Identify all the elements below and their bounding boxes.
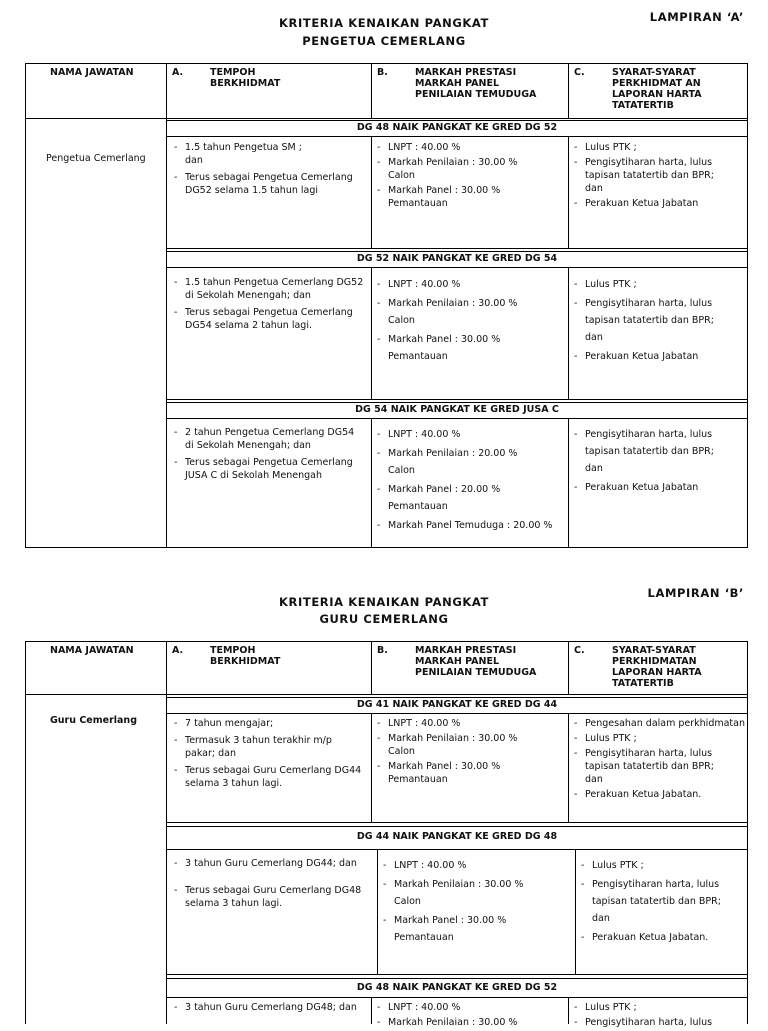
lampiran-b-label: LAMPIRAN ‘B’ bbox=[647, 586, 744, 600]
list-item: - 1.5 tahun Pengetua SM ; dan bbox=[172, 141, 364, 167]
list-item: - Lulus PTK ; bbox=[572, 276, 746, 293]
tempoh-cell bbox=[172, 1001, 364, 1018]
section-a-title: KRITERIA KENAIKAN PANGKAT bbox=[279, 16, 489, 30]
band-title: DG 44 NAIK PANGKAT KE GRED DG 48 bbox=[356, 831, 558, 842]
syarat-cell bbox=[572, 1001, 746, 1031]
list-item: - Pengisytiharan harta, lulus tapisan tatatertib dan BPR; dan bbox=[572, 295, 746, 346]
list-item: - Pengisytiharan harta, lulus tapisan tatatertib dan BPR; dan bbox=[572, 156, 746, 195]
syarat-cell bbox=[572, 717, 746, 803]
list-item: - Pengisytiharan harta, lulus tapisan tatatertib dan BPR; dan bbox=[572, 426, 746, 477]
list-item: - LNPT : 40.00 % bbox=[375, 426, 565, 443]
band-title: DG 52 NAIK PANGKAT KE GRED DG 54 bbox=[356, 253, 558, 264]
list-item: - Pengisytiharan harta, lulus bbox=[572, 1016, 746, 1029]
section-b-title: KRITERIA KENAIKAN PANGKAT bbox=[279, 595, 489, 609]
tempoh-cell bbox=[172, 717, 364, 794]
list-item: - Terus sebagai Pengetua Cemerlang DG52 selama 1.5 tahun lagi bbox=[172, 171, 364, 197]
list-item: - Markah Penilaian : 30.00 % Calon bbox=[381, 876, 571, 910]
list-item: - Perakuan Ketua Jabatan bbox=[572, 348, 746, 365]
band-title: DG 41 NAIK PANGKAT KE GRED DG 44 bbox=[356, 699, 558, 710]
band-title: DG 48 NAIK PANGKAT KE GRED DG 52 bbox=[356, 982, 558, 993]
list-item: - Markah Penilaian : 20.00 % Calon bbox=[375, 445, 565, 479]
header-syarat: C. SYARAT-SYARAT PERKHIDMATAN LAPORAN HARTA TATATERTIB bbox=[574, 645, 702, 689]
markah-cell bbox=[375, 141, 565, 212]
list-item: - Lulus PTK ; bbox=[579, 857, 745, 874]
list-item: - Lulus PTK ; bbox=[572, 141, 746, 154]
list-item: - Lulus PTK ; bbox=[572, 732, 746, 745]
list-item: - Termasuk 3 tahun terakhir m/p pakar; dan bbox=[172, 734, 364, 760]
section-b-subtitle: GURU CEMERLANG bbox=[319, 612, 449, 626]
list-item: - LNPT : 40.00 % bbox=[375, 276, 565, 293]
list-item: - LNPT : 40.00 % bbox=[381, 857, 571, 874]
list-item: - Markah Panel : 30.00 % Pemantauan bbox=[375, 760, 565, 786]
markah-cell bbox=[381, 857, 571, 948]
list-item: - Markah Panel Temuduga : 20.00 % bbox=[375, 517, 565, 534]
list-item: - Markah Panel : 30.00 % Pemantauan bbox=[381, 912, 571, 946]
header-syarat: C. SYARAT-SYARAT PERKHIDMAT AN LAPORAN HARTA TATATERTIB bbox=[574, 67, 702, 111]
list-item: - 1.5 tahun Pengetua Cemerlang DG52 di Sekolah Menengah; dan bbox=[172, 276, 364, 302]
list-item: - Markah Panel : 30.00 % Pemantauan bbox=[375, 184, 565, 210]
header-markah: B. MARKAH PRESTASI MARKAH PANEL PENILAIAN TEMUDUGA bbox=[377, 67, 537, 100]
list-item: - Lulus PTK ; bbox=[572, 1001, 746, 1014]
header-tempoh: A. TEMPOH BERKHIDMAT bbox=[172, 67, 281, 89]
list-item: - Markah Penilaian : 30.00 % Calon bbox=[375, 295, 565, 329]
lampiran-a-label: LAMPIRAN ‘A’ bbox=[649, 10, 744, 24]
tempoh-cell bbox=[172, 426, 364, 486]
list-item: - Perakuan Ketua Jabatan. bbox=[579, 929, 745, 946]
syarat-cell bbox=[572, 426, 746, 498]
list-item: - Pengisytiharan harta, lulus tapisan tatatertib dan BPR; dan bbox=[572, 747, 746, 786]
list-item: - Pengisytiharan harta, lulus tapisan tatatertib dan BPR; dan bbox=[579, 876, 745, 927]
markah-cell bbox=[375, 276, 565, 367]
list-item: - Markah Panel : 20.00 % Pemantauan bbox=[375, 481, 565, 515]
list-item: - Terus sebagai Guru Cemerlang DG48 selama 3 tahun lagi. bbox=[172, 884, 372, 910]
list-item: - LNPT : 40.00 % bbox=[375, 1001, 565, 1014]
tempoh-cell bbox=[172, 141, 364, 201]
list-item: - Terus sebagai Pengetua Cemerlang DG54 selama 2 tahun lagi. bbox=[172, 306, 364, 332]
list-item: - Markah Penilaian : 30.00 % bbox=[375, 1016, 565, 1029]
tempoh-cell bbox=[172, 276, 364, 336]
list-item: - Perakuan Ketua Jabatan bbox=[572, 479, 746, 496]
list-item: - LNPT : 40.00 % bbox=[375, 141, 565, 154]
list-item: - LNPT : 40.00 % bbox=[375, 717, 565, 730]
header-markah: B. MARKAH PRESTASI MARKAH PANEL PENILAIAN TEMUDUGA bbox=[377, 645, 537, 678]
list-item: - Terus sebagai Pengetua Cemerlang JUSA C di Sekolah Menengah bbox=[172, 456, 364, 482]
list-item: - Markah Penilaian : 30.00 % Calon bbox=[375, 156, 565, 182]
syarat-cell bbox=[579, 857, 745, 948]
list-item: - 3 tahun Guru Cemerlang DG44; dan bbox=[172, 857, 372, 870]
jawatan-guru-cemerlang: Guru Cemerlang bbox=[50, 715, 137, 726]
header-nama-jawatan: NAMA JAWATAN bbox=[50, 67, 134, 78]
band-title: DG 48 NAIK PANGKAT KE GRED DG 52 bbox=[356, 122, 558, 133]
list-item: - 7 tahun mengajar; bbox=[172, 717, 364, 730]
list-item: - 3 tahun Guru Cemerlang DG48; dan bbox=[172, 1001, 364, 1014]
markah-cell bbox=[375, 717, 565, 788]
list-item: - Perakuan Ketua Jabatan bbox=[572, 197, 746, 210]
list-item: - Terus sebagai Guru Cemerlang DG44 selama 3 tahun lagi. bbox=[172, 764, 364, 790]
syarat-cell bbox=[572, 141, 746, 212]
header-nama-jawatan: NAMA JAWATAN bbox=[50, 645, 134, 656]
section-a-subtitle: PENGETUA CEMERLANG bbox=[302, 34, 466, 48]
syarat-cell bbox=[572, 276, 746, 367]
header-tempoh: A. TEMPOH BERKHIDMAT bbox=[172, 645, 281, 667]
list-item: - Markah Panel : 30.00 % Pemantauan bbox=[375, 331, 565, 365]
list-item: - Markah Penilaian : 30.00 % Calon bbox=[375, 732, 565, 758]
list-item: - Pengesahan dalam perkhidmatan bbox=[572, 717, 746, 730]
jawatan-pengetua-cemerlang: Pengetua Cemerlang bbox=[46, 153, 146, 164]
list-item: - Perakuan Ketua Jabatan. bbox=[572, 788, 746, 801]
markah-cell bbox=[375, 1001, 565, 1031]
markah-cell bbox=[375, 426, 565, 536]
list-item: - 2 tahun Pengetua Cemerlang DG54 di Sekolah Menengah; dan bbox=[172, 426, 364, 452]
band-title: DG 54 NAIK PANGKAT KE GRED JUSA C bbox=[355, 404, 559, 415]
tempoh-cell bbox=[172, 857, 372, 914]
